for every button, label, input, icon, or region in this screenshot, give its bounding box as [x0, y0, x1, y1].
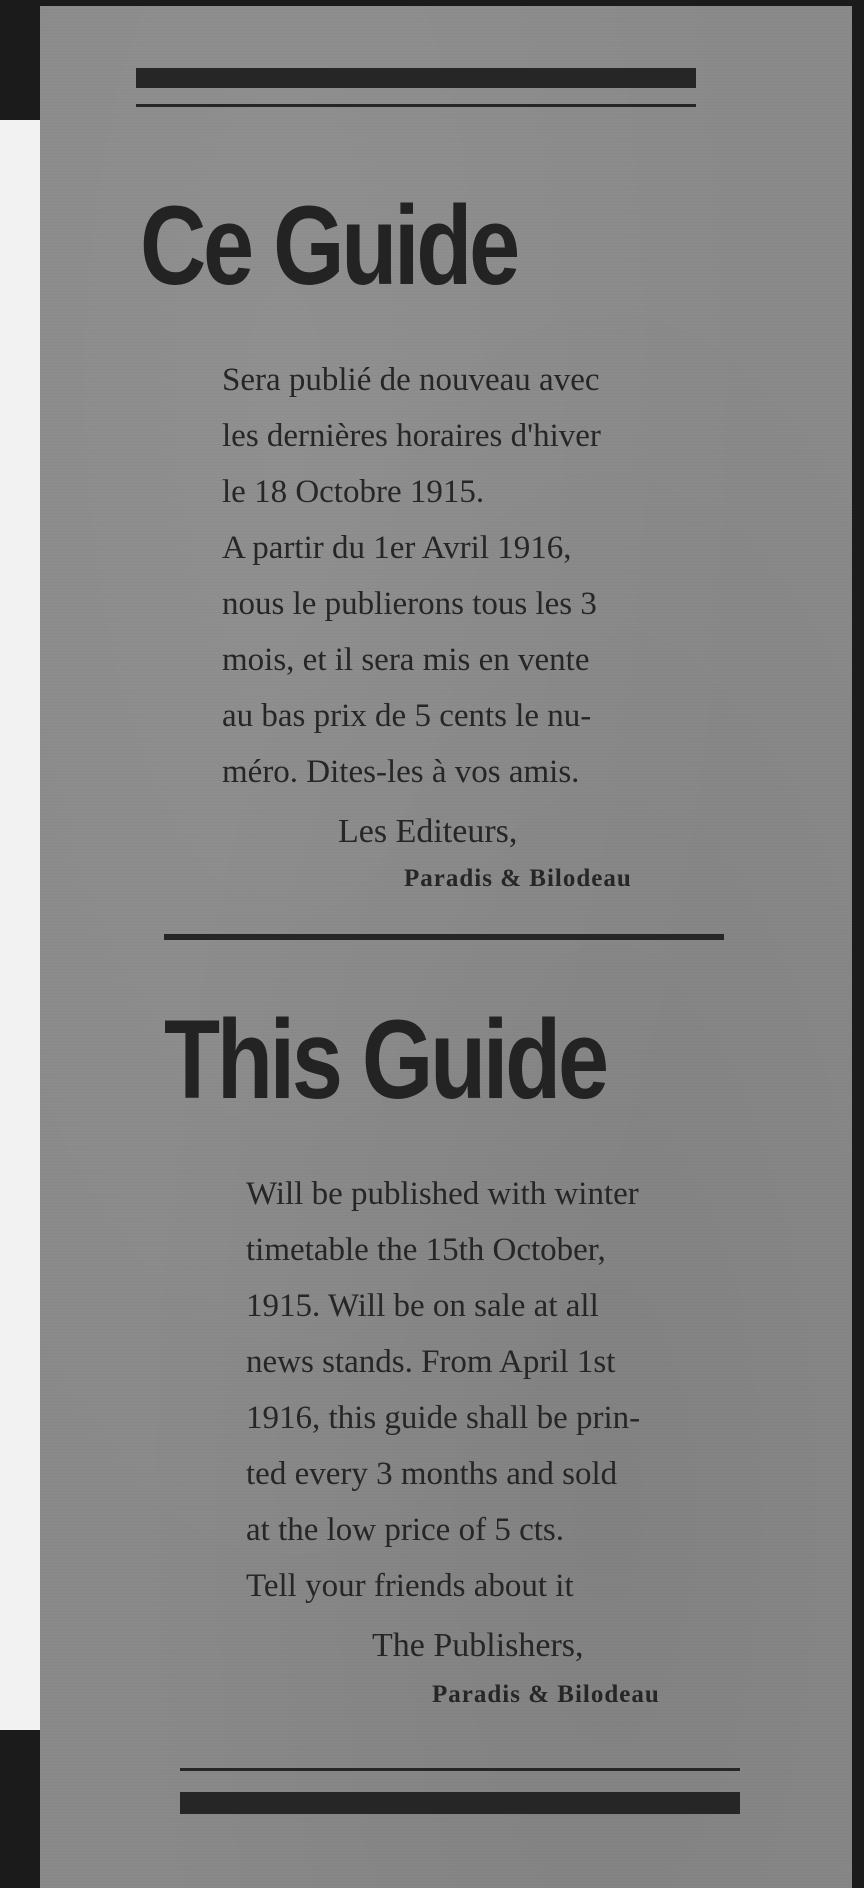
french-line: le 18 Octobre 1915.: [222, 474, 485, 510]
english-signature: Paradis & Bilodeau: [432, 1681, 660, 1708]
french-line: méro. Dites-les à vos amis.: [222, 754, 580, 790]
french-line: A partir du 1er Avril 1916,: [222, 530, 572, 566]
english-line: at the low price of 5 cts.: [246, 1512, 564, 1548]
middle-rule: [164, 934, 724, 940]
english-line: Will be published with winter: [246, 1176, 639, 1212]
english-heading: This Guide: [164, 997, 606, 1122]
french-line: au bas prix de 5 cents le nu-: [222, 698, 592, 734]
french-line: mois, et il sera mis en vente: [222, 642, 590, 678]
english-line: timetable the 15th October,: [246, 1232, 606, 1268]
top-thick-rule: [136, 68, 696, 88]
english-body: [246, 1166, 786, 1614]
top-thin-rule: [136, 104, 696, 107]
english-line: news stands. From April 1st: [246, 1344, 616, 1380]
french-line: nous le publierons tous les 3: [222, 586, 597, 622]
english-line: ted every 3 months and sold: [246, 1456, 618, 1492]
english-publishers: The Publishers,: [372, 1627, 584, 1664]
english-line: Tell your friends about it: [246, 1568, 574, 1604]
french-line: Sera publié de nouveau avec: [222, 362, 600, 398]
french-body: [222, 352, 762, 800]
french-signature: Paradis & Bilodeau: [404, 865, 632, 892]
bottom-thin-rule: [180, 1768, 740, 1771]
english-line: 1916, this guide shall be prin-: [246, 1400, 641, 1436]
bottom-thick-rule: [180, 1792, 740, 1814]
french-line: les dernières horaires d'hiver: [222, 418, 601, 454]
french-editors: Les Editeurs,: [338, 813, 518, 850]
french-heading: Ce Guide: [140, 183, 517, 308]
english-line: 1915. Will be on sale at all: [246, 1288, 599, 1324]
